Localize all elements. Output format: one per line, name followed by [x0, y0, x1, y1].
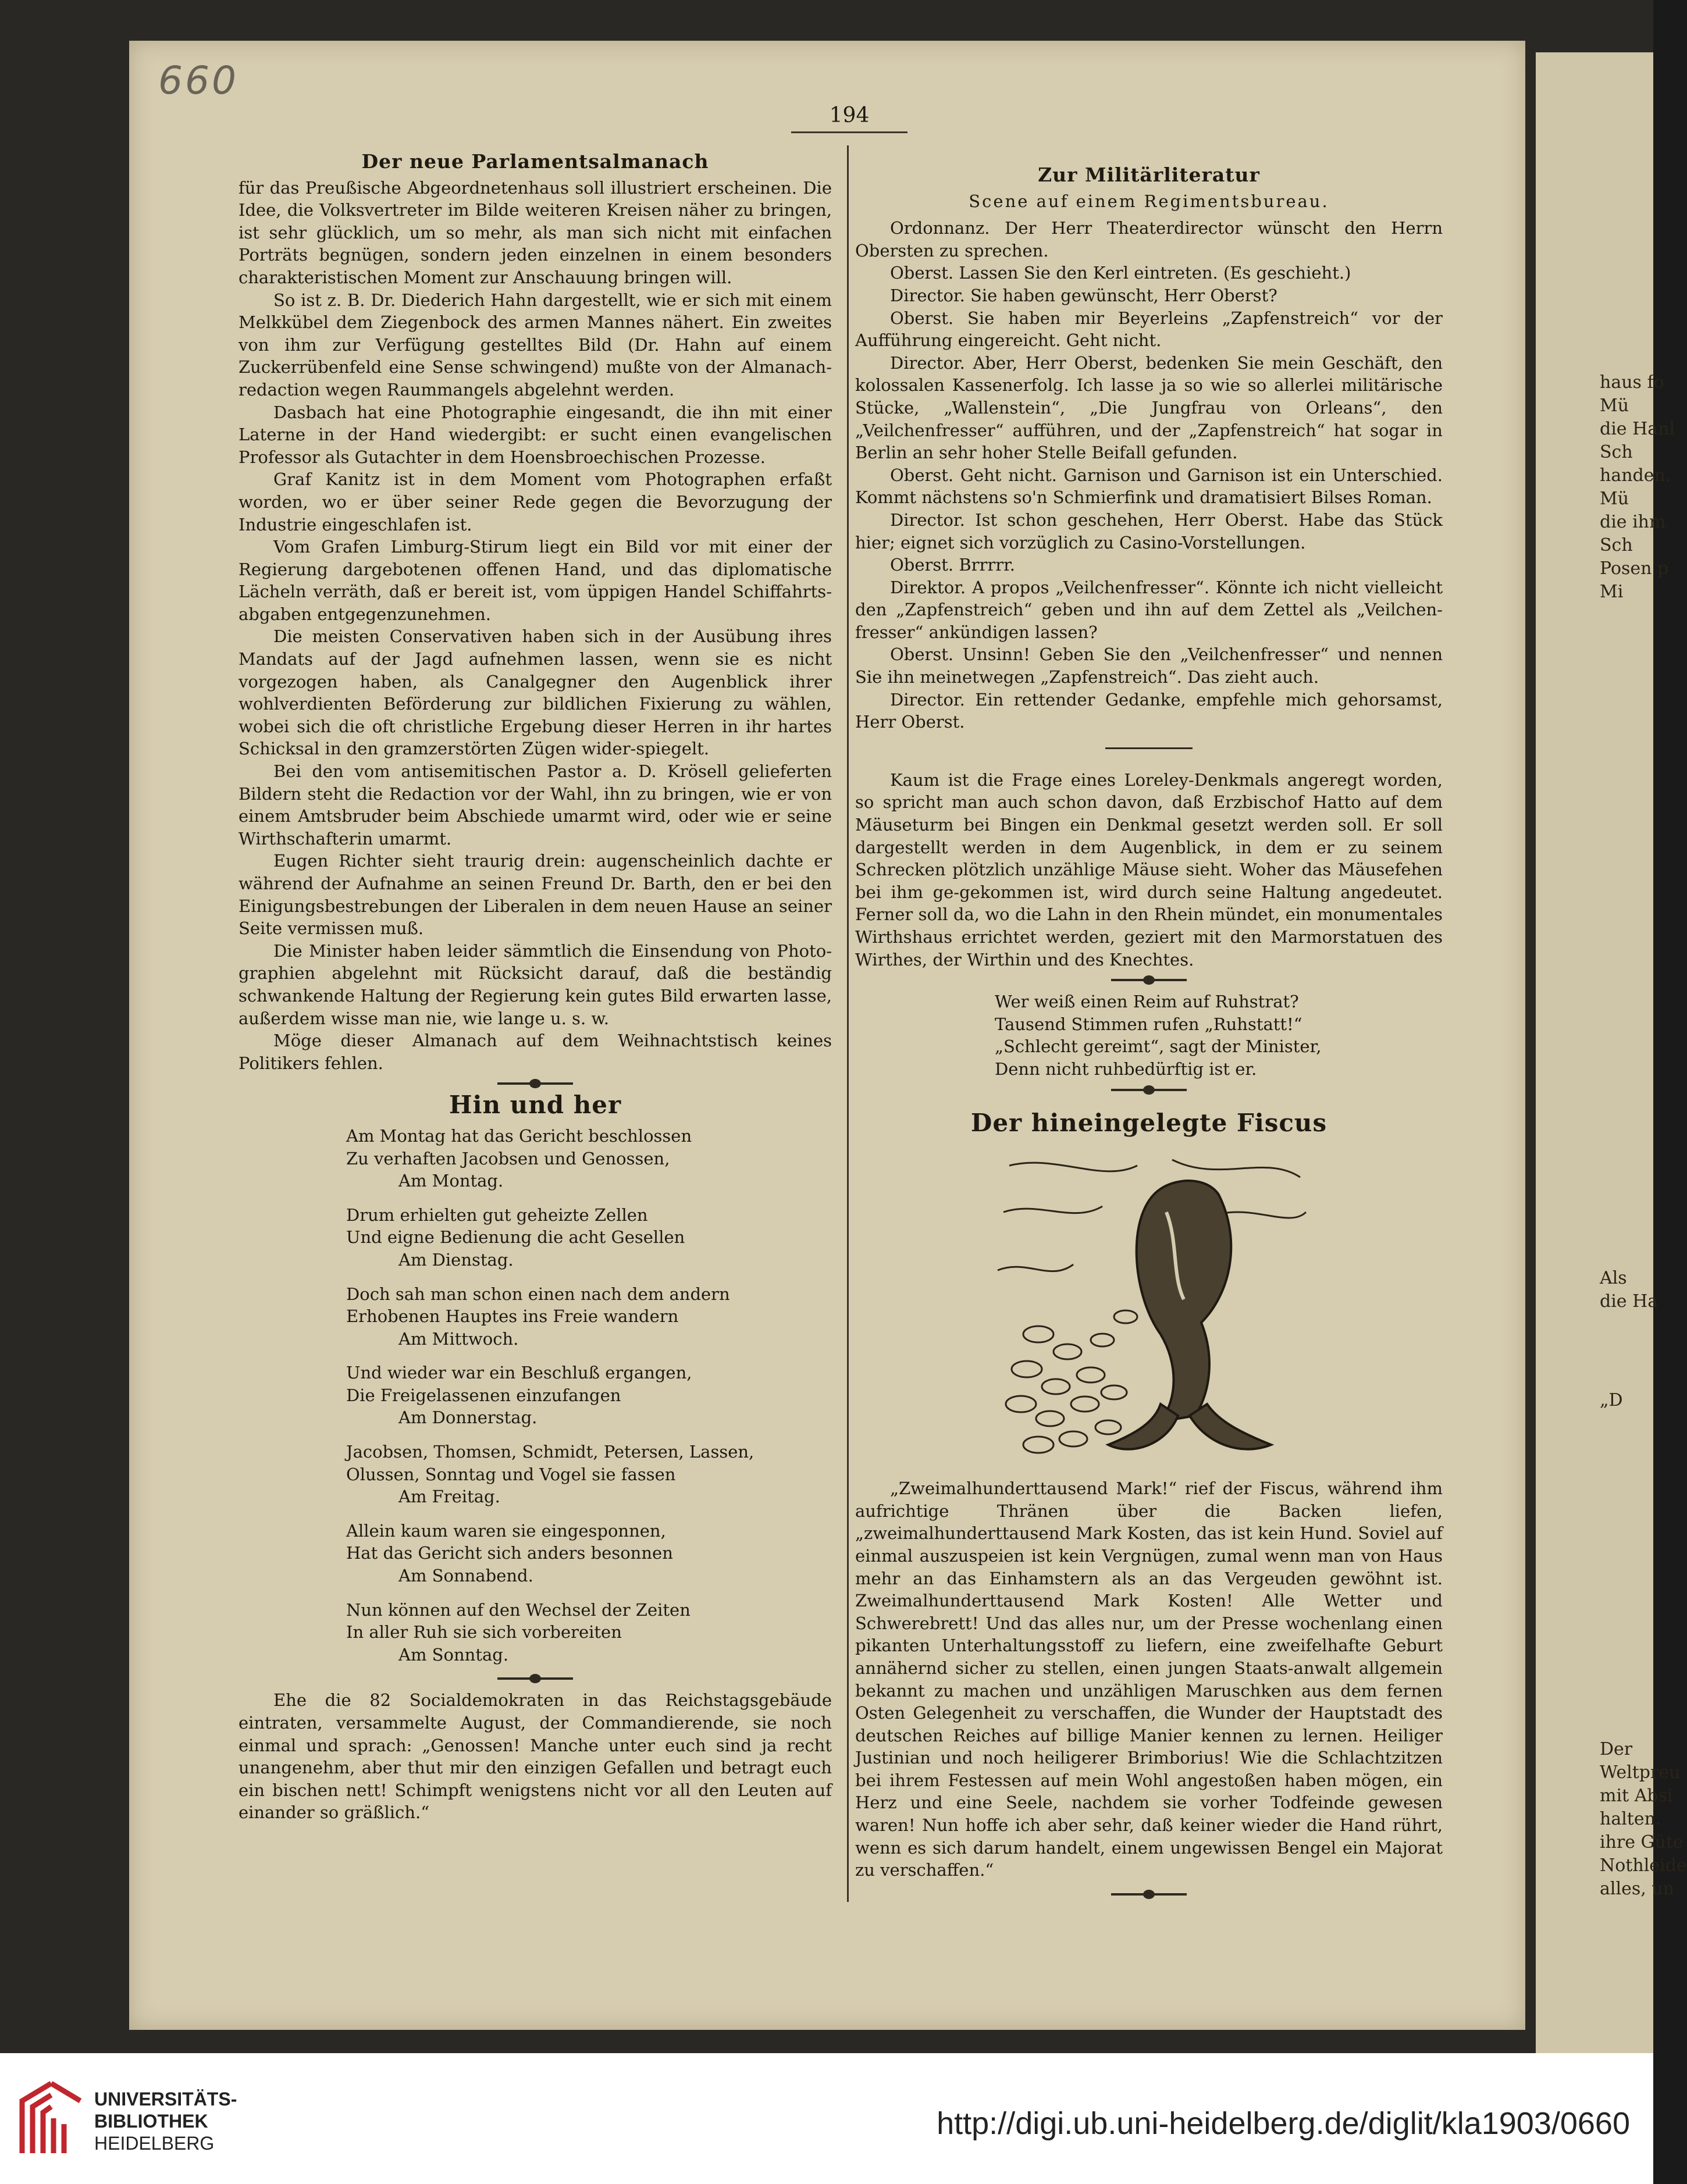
poem-stanza	[239, 1441, 832, 1508]
edge-word: handen.	[1600, 465, 1671, 486]
poem-line: Tausend Stimmen rufen „Ruhstatt!“	[995, 1014, 1302, 1034]
article-title: Der neue Parlamentsalmanach	[361, 150, 709, 173]
fiscus-whale-illustration	[986, 1142, 1312, 1468]
source-url-link[interactable]: http://digi.ub.uni-heidelberg.de/diglit/kla1903/0660	[937, 2106, 1630, 2141]
poem-stanza	[239, 1362, 832, 1429]
poem-stanza	[239, 1599, 832, 1666]
edge-word: alles, un	[1600, 1879, 1674, 1899]
dialogue-line: Oberst. Brrrrr.	[890, 555, 1015, 575]
page-number-rule	[791, 131, 907, 133]
article-title: Zur Militärliteratur	[1038, 163, 1260, 186]
poem-line: Doch sah man schon einen nach dem andern	[346, 1284, 730, 1304]
article-paragraph: Kaum ist die Frage eines Loreley-Denkmals angeregt worden, so spricht man auch schon davon, daß Erzbischof Hatto auf dem Mäuseturm bei Bingen ein Denkmal gesetzt werden soll. Er soll dargestellt werden in dem Augenblick, in dem er zu seinem Schrecken plötzlich unzählige Mäuse sieht. Woher das Mäusefehen bei ihm ge-gekommen ist, wird durch seine Haltung angedeutet. Ferner soll da, wo die Lahn in den Rhein mündet, ein monumentales Wirthshaus errichtet werden, geziert mit den Marmorstatuen des Wirthes, der Wirthin und des Knechtes.	[855, 769, 1443, 970]
left-column	[239, 148, 832, 1824]
article-paragraph: Ehe die 82 Socialdemokraten in das Reichstagsgebäude eintraten, versammelte August, der Commandierende, sie noch einmal und sprach: „Genossen! Manche unter euch sind ja recht unangenehm, aber thut mir den einzigen Gefallen und betragt euch ein bischen nett! Schimpft wenigstens nicht vor all den Leuten auf einander so gräßlich.“	[239, 1690, 832, 1823]
library-name-line: BIBLIOTHEK	[94, 2111, 208, 2132]
dialogue-line: Director. Sie haben gewünscht, Herr Oberst?	[890, 285, 1277, 305]
poem-line: Jacobsen, Thomsen, Schmidt, Petersen, Lassen,	[346, 1442, 754, 1462]
library-name	[94, 2088, 237, 2154]
article-paragraph: Dasbach hat eine Photographie eingesandt, die ihn mit einer Laterne in der Hand wiedergibt: er sucht einen evangelischen Professor als Gutachter in dem Hoensbroechischen Prozesse.	[239, 402, 832, 467]
edge-word: die Hanl	[1600, 419, 1675, 439]
page-number: 194	[829, 104, 870, 127]
dialogue-line: Oberst. Sie haben mir Beyerleins „Zapfenstreich“ vor der Aufführung eingereicht. Geht nicht.	[855, 308, 1443, 351]
poem-line: Und eigne Bedienung die acht Gesellen	[346, 1227, 685, 1248]
article-paragraph: Die Minister haben leider sämmtlich die Einsendung von Photo-graphien abgelehnt mit Rücksicht darauf, daß die beständig schwankende Haltung der Regierung kein gutes Bild erwarten lasse, außerdem wisse man nie, wie lange u. s. w.	[239, 940, 832, 1028]
right-column	[855, 162, 1443, 1905]
edge-word: die ihm	[1600, 512, 1666, 532]
article-paragraph: Eugen Richter sieht traurig drein: augenscheinlich dachte er während der Aufnahme an seinen Freund Dr. Barth, den er bei den Einigungsbestrebungen der Liberalen in dem neuen Hause an seiner Seite vermissen muß.	[239, 851, 832, 939]
edge-word: mit Absi	[1600, 1786, 1673, 1806]
poem-line: Am Dienstag.	[398, 1249, 514, 1270]
poem-line: Am Montag.	[398, 1171, 504, 1191]
poem-stanza	[239, 1520, 832, 1587]
article-paragraph: Graf Kanitz ist in dem Moment vom Photographen erfaßt worden, wo er über seiner Rede gegen die Bevorzugung der Industrie eingeschlafen ist.	[239, 469, 832, 535]
article-paragraph: So ist z. B. Dr. Diederich Hahn dargestellt, wie er sich mit einem Melkkübel dem Ziegenbock des armen Mannes nähert. Ein zweites von ihm zur Verfügung gestelltes Bild (Dr. Hahn auf einem Zuckerrübenfeld eine Sense schwingend) mußte von der Almanach-redaction wegen Raummangels abgelehnt werden.	[239, 290, 832, 400]
article-title: Der hineingelegte Fiscus	[970, 1108, 1327, 1137]
poem-line: „Schlecht gereimt“, sagt der Minister,	[995, 1036, 1322, 1057]
poem-line: Denn nicht ruhbedürftig ist er.	[995, 1059, 1257, 1079]
edge-word: halten.	[1600, 1809, 1661, 1829]
poem-line: Am Donnerstag.	[398, 1408, 538, 1428]
poem-line: In aller Ruh sie sich vorbereiten	[346, 1622, 622, 1643]
dialogue-line: Oberst. Geht nicht. Garnison und Garnison ist ein Unterschied. Kommt nächstens so'n Schmierfink und dramatisiert Bilses Roman.	[855, 465, 1443, 508]
poem-line: Allein kaum waren sie eingesponnen,	[346, 1520, 666, 1541]
next-page-clipped-text	[1594, 0, 1687, 2053]
poem-line: Die Freigelassenen einzufangen	[346, 1385, 621, 1405]
poem-stanza	[239, 1125, 832, 1192]
poem-line: Nun können auf den Wechsel der Zeiten	[346, 1599, 691, 1620]
handwritten-page-number: 660	[158, 58, 239, 103]
poem-line: Drum erhielten gut geheizte Zellen	[346, 1205, 648, 1225]
article-paragraph: Möge dieser Almanach auf dem Weihnachtstisch keines Politikers fehlen.	[239, 1031, 832, 1073]
dialogue-line: Ordonnanz. Der Herr Theaterdirector wünscht den Herrn Obersten zu sprechen.	[855, 218, 1443, 261]
dialogue-line: Oberst. Lassen Sie den Kerl eintreten. (Es geschieht.)	[890, 263, 1351, 283]
edge-word: Mü	[1600, 489, 1629, 509]
ornament-divider	[1111, 979, 1187, 981]
article-paragraph: Bei den vom antisemitischen Pastor a. D. Krösell gelieferten Bildern steht die Redaction vor der Wahl, ihn zu bringen, wie er von einem Amtsbruder beim Abschiede umarmt wird, oder wie er seine Wirthschafterin umarmt.	[239, 761, 832, 849]
library-name-line: HEIDELBERG	[94, 2133, 215, 2154]
poem-line: Erhobenen Hauptes ins Freie wandern	[346, 1306, 679, 1327]
edge-word: Mü	[1600, 396, 1629, 416]
ornament-divider	[1111, 1893, 1187, 1896]
poem-stanza	[239, 1204, 832, 1271]
edge-word: die Ha	[1600, 1291, 1658, 1312]
dialogue-line: Direktor. A propos „Veilchenfresser“. Könnte ich nicht vielleicht den „Zapfenstreich“ geben und ihn auf dem Zettel als „Veilchen-fresser“ ankündigen lassen?	[855, 577, 1443, 642]
library-name-line: UNIVERSITÄTS-	[94, 2089, 237, 2110]
edge-word: Sch	[1600, 442, 1633, 462]
dialogue-line: Director. Ist schon geschehen, Herr Oberst. Habe das Stück hier; eignet sich vorzüglich zu Casino-Vorstellungen.	[855, 510, 1443, 553]
article-paragraph: „Zweimalhunderttausend Mark!“ rief der Fiscus, während ihm aufrichtige Thränen über die Backen liefen, „zweimalhunderttausend Mark Kosten, das ist kein Hund. Soviel auf einmal auszuspeien ist kein Vergnügen, zumal wenn man von Haus mehr an das Einhamstern als an das Vergeuden gewöhnt ist. Zweimalhunderttausend Mark Kosten! Alle Wetter und Schwerebrett! Und das alles nur, um der Presse wochenlang einen pikanten Unterhaltungsstoff zu liefern, eine zweifelhafte Geburt annähernd sicher zu stellen, einen jungen Staats-anwalt allgemein bekannt zu machen und unzähligen Maruschken aus dem fernen Osten Gelegenheit zu verschaffen, die Wunder der Hauptstadt des deutschen Reiches auf billige Manier kennen zu lernen. Heiliger Justinian und noch heiligerer Brimborius! Wie die Schlachtzitzen bei ihrem Festessen auf mein Wohl angestoßen haben mögen, ein Herz und eine Seele, nachdem sie vorher Todfeinde gewesen waren! Nun hoffe ich aber sehr, daß keiner wieder die Hand rührt, wenn es sich darum handelt, einem ungewissen Bengel ein Majorat zu verschaffen.“	[855, 1478, 1443, 1880]
article-subtitle: Scene auf einem Regimentsbureau.	[969, 191, 1329, 211]
dialogue-line: Oberst. Unsinn! Geben Sie den „Veilchenfresser“ und nennen Sie ihn meinetwegen „Zapfenstreich“. Das zieht auch.	[855, 644, 1443, 687]
poem-line: Am Mittwoch.	[398, 1328, 519, 1349]
article-title: Hin und her	[449, 1091, 622, 1120]
edge-word: Sch	[1600, 535, 1633, 555]
dialogue-line: Director. Aber, Herr Oberst, bedenken Sie mein Geschäft, den kolossalen Kassenerfolg. Ich lasse ja so wie so allerlei militärische Stücke, „Wallenstein“, „Die Jungfrau von Orleans“, den „Veilchenfresser“ aufführen, und der „Zapfenstreich“ hat sogar in Berlin an sehr hoher Stelle Beifall gefunden.	[855, 352, 1443, 463]
poem-line: Zu verhaften Jacobsen und Genossen,	[346, 1148, 670, 1168]
article-paragraph: Vom Grafen Limburg-Stirum liegt ein Bild vor mit einer der Regierung dargebotenen offenen Hand, und das diplomatische Lächeln verräth, daß er bereit ist, vom üppigen Handel Schiffahrts-abgaben entgegenzunehmen.	[239, 537, 832, 624]
edge-word: haus fo	[1600, 372, 1664, 393]
edge-word: Nothleide	[1600, 1855, 1687, 1876]
article-paragraph: für das Preußische Abgeordnetenhaus soll illustriert erscheinen. Die Idee, die Volksvertreter im Bilde weiteren Kreisen näher zu bringen, ist sehr glücklich, um so mehr, als man sich nicht mit einfachen Porträts begnügen, sondern jeden einzelnen in einem besonders charakteristischen Moment zur Anschauung bringen will.	[239, 177, 832, 287]
edge-word: „D	[1600, 1390, 1623, 1410]
edge-word: Der	[1600, 1739, 1633, 1759]
ornament-divider	[497, 1082, 573, 1085]
dialogue-line: Director. Ein rettender Gedanke, empfehle mich gehorsamst, Herr Oberst.	[855, 689, 1443, 732]
poem-line: Am Freitag.	[398, 1487, 500, 1507]
digitization-footer	[0, 2053, 1653, 2184]
poem-line: Am Montag hat das Gericht beschlossen	[346, 1125, 692, 1146]
ornament-divider	[1111, 1089, 1187, 1091]
article-paragraph: Die meisten Conservativen haben sich in der Ausübung ihres Mandats auf der Jagd aufnehmen lassen, wenn sie es nicht vorgezogen haben, als Canalgegner den Augenblick ihrer wohlverdienten Beförderung zur bildlichen Fixierung zu wählen, wobei sich die oft christliche Ergebung dieser Herren in ihr hartes Schicksal in den gramzerstörten Zügen wider-spiegelt.	[239, 626, 832, 759]
poem-line: Und wieder war ein Beschluß ergangen,	[346, 1363, 692, 1383]
edge-word: ihre Güte	[1600, 1832, 1684, 1852]
university-library-logo-icon[interactable]	[16, 2078, 86, 2159]
short-poem	[855, 991, 1443, 1080]
ornament-divider	[497, 1677, 573, 1680]
poem-stanza	[239, 1283, 832, 1351]
column-divider	[847, 145, 849, 1902]
poem-line: Olussen, Sonntag und Vogel sie fassen	[346, 1464, 676, 1484]
edge-word: Als	[1600, 1268, 1627, 1288]
edge-word: Weltpreu	[1600, 1762, 1681, 1783]
poem-line: Am Sonnabend.	[398, 1566, 533, 1586]
section-divider	[1105, 747, 1193, 749]
poem-line: Hat das Gericht sich anders besonnen	[346, 1543, 673, 1563]
poem-line: Am Sonntag.	[398, 1644, 509, 1665]
edge-word: Mi	[1600, 582, 1624, 602]
edge-word: Posen p	[1600, 558, 1669, 579]
poem-line: Wer weiß einen Reim auf Ruhstrat?	[995, 992, 1299, 1012]
